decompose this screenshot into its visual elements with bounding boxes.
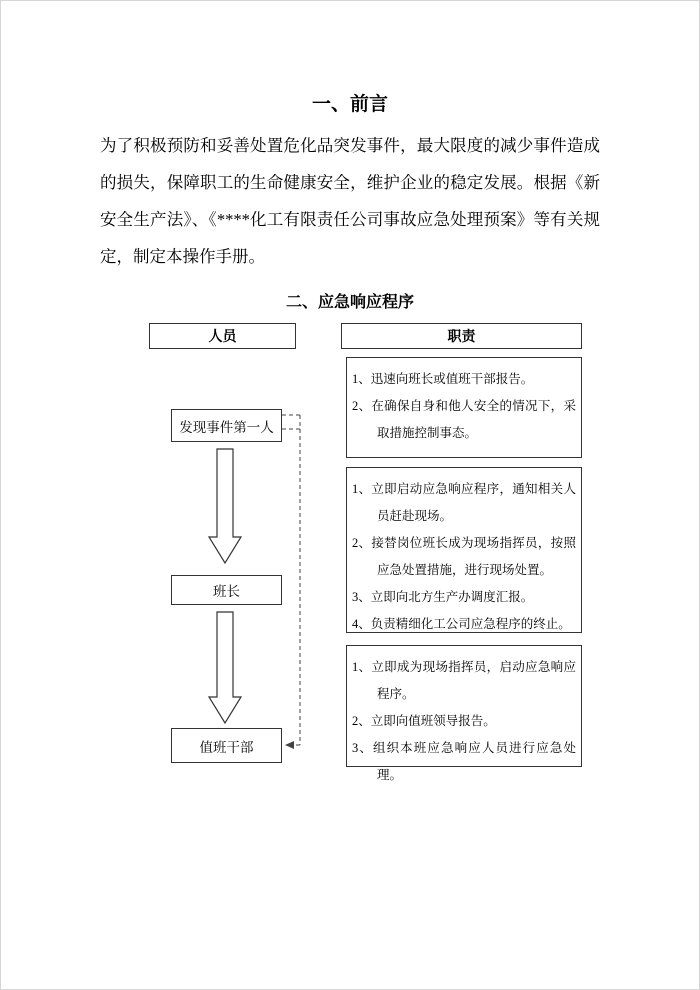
column-header-duty: 职责	[341, 323, 582, 349]
section-1-paragraph: 为了积极预防和妥善处置危化品突发事件，最大限度的减少事件造成的损失，保障职工的生命健康安全，维护企业的稳定发展。根据《新安全生产法》、《****化工有限责任公司事故应急处理预案》等有关规定，制定本操作手册。	[100, 136, 600, 266]
duty-item: 1、迅速向班长或值班干部报告。	[352, 372, 534, 386]
duty-box-1	[346, 357, 582, 458]
duty-item: 2、接替岗位班长成为现场指挥员，按照应急处置措施，进行现场处置。	[352, 536, 576, 577]
duty-item: 3、组织本班应急响应人员进行应急处理。	[352, 741, 576, 782]
column-header-person: 人员	[149, 323, 296, 349]
duty-item: 1、立即成为现场指挥员，启动应急响应程序。	[352, 660, 576, 701]
flow-node-first-discoverer: 发现事件第一人	[171, 409, 282, 442]
dashed-connector	[282, 415, 300, 745]
dashed-connector-arrowhead	[285, 741, 294, 749]
flow-node-team-leader: 班长	[171, 575, 282, 605]
flow-node-duty-cadre: 值班干部	[171, 728, 282, 763]
duty-box-3	[346, 645, 582, 782]
down-arrow-2	[209, 612, 241, 723]
duty-box-2	[346, 467, 582, 633]
down-arrow-1	[209, 449, 241, 563]
duty-item: 2、在确保自身和他人安全的情况下，采取措施控制事态。	[352, 399, 576, 440]
duty-item: 2、立即向值班领导报告。	[352, 714, 496, 728]
section-2-title: 二、应急响应程序	[285, 294, 414, 311]
duty-item: 1、立即启动应急响应程序，通知相关人员赶赴现场。	[352, 482, 576, 523]
duty-item: 3、立即向北方生产办调度汇报。	[352, 590, 534, 604]
section-1-title: 一、前言	[311, 94, 388, 115]
duty-item: 4、负责精细化工公司应急程序的终止。	[352, 617, 571, 631]
